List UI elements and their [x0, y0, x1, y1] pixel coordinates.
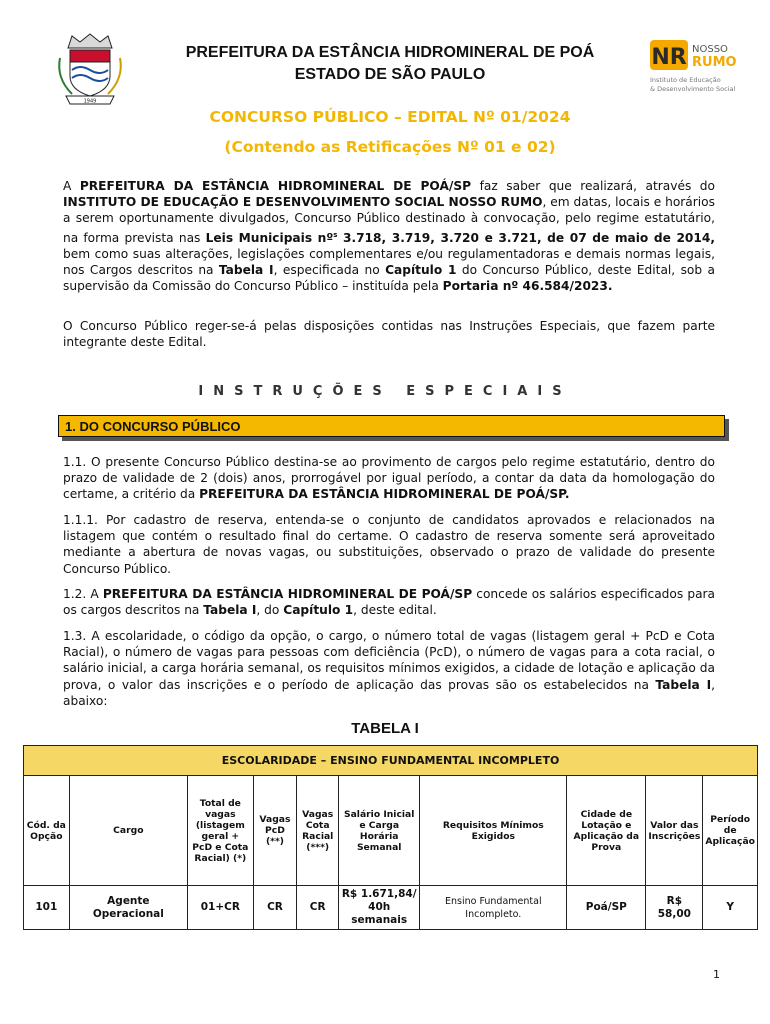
cell-valor: R$ 58,00 [646, 886, 703, 930]
cell-cidade: Poá/SP [567, 886, 646, 930]
cell-requisitos: Ensino Fundamental Incompleto. [420, 886, 567, 930]
paragraph-1-1: 1.1. O presente Concurso Público destina-se ao provimento de cargos pelo regime estatutário, dentro do prazo de validade de 2 (dois) anos, prorrogável por igual período, a contar da data da homologação do certame, a critério da PREFEITURA DA ESTÂNCIA HIDROMINERAL DE POÁ/SP. [63, 455, 715, 502]
escolaridade-band: ESCOLARIDADE – ENSINO FUNDAMENTAL INCOMPLETO [24, 746, 758, 776]
tabela-i [23, 745, 758, 930]
table-row [24, 886, 758, 930]
municipal-crest-icon [50, 28, 130, 108]
col-header-cod: Cód. da Opção [24, 776, 70, 886]
svg-text:& Desenvolvimento Social: & Desenvolvimento Social [650, 85, 736, 93]
paragraph-1-3: 1.3. A escolaridade, o código da opção, o cargo, o número total de vagas (listagem geral + PcD e Cota Racial), o número de vagas para pessoas com deficiência (PcD), o número de vagas para a cota racial, o salário inicial, a carga horária semanal, os requisitos mínimos exigidos, a cidade de lotação e aplicação da prova, o valor das inscrições e o período de aplicação das provas são os estabelecidos na Tabela I, abaixo: [63, 629, 715, 708]
cell-cod: 101 [24, 886, 70, 930]
col-header-vagas-cota: Vagas Cota Racial (***) [297, 776, 339, 886]
col-header-valor: Valor das Inscrições [646, 776, 703, 886]
instrucoes-especiais-heading: INSTRUÇÕES ESPECIAIS [198, 384, 572, 399]
cell-cargo: Agente Operacional [69, 886, 187, 930]
cell-cota: CR [297, 886, 339, 930]
col-header-requisitos: Requisitos Mínimos Exigidos [420, 776, 567, 886]
page-number: 1 [713, 968, 720, 981]
svg-text:NOSSO: NOSSO [692, 44, 728, 55]
cell-pcd: CR [253, 886, 297, 930]
col-header-periodo: Período de Aplicação [703, 776, 758, 886]
intro-paragraph-2: O Concurso Público reger-se-á pelas disposições contidas nas Instruções Especiais, que fazem parte integrante deste Edital. [63, 319, 715, 350]
tabela-i-title: TABELA I [351, 720, 419, 737]
header-estado: ESTADO DE SÃO PAULO [294, 66, 486, 83]
edital-retificacoes: (Contendo as Retificações Nº 01 e 02) [224, 138, 556, 156]
cell-total: 01+CR [188, 886, 254, 930]
col-header-vagas-pcd: Vagas PcD (**) [253, 776, 297, 886]
edital-title: CONCURSO PÚBLICO – EDITAL Nº 01/2024 [209, 108, 571, 126]
col-header-cargo: Cargo [69, 776, 187, 886]
nosso-rumo-logo [648, 36, 748, 96]
cell-salario: R$ 1.671,84/ 40h semanais [339, 886, 420, 930]
svg-text:RUMO: RUMO [692, 55, 737, 70]
col-header-cidade: Cidade de Lotação e Aplicação da Prova [567, 776, 646, 886]
col-header-salario: Salário Inicial e Carga Horária Semanal [339, 776, 420, 886]
paragraph-1-1-1: 1.1.1. Por cadastro de reserva, entenda-se o conjunto de candidatos aprovados e relacionados na listagem que contém o resultado final do certame. O cadastro de reserva somente será aproveitado mediante a abertura de novas vagas, ou substituições, observado o prazo de validade do presente Concurso Público. [63, 513, 715, 576]
section-1-heading: 1. DO CONCURSO PÚBLICO [58, 415, 725, 437]
paragraph-1-2: 1.2. A PREFEITURA DA ESTÂNCIA HIDROMINERAL DE POÁ/SP concede os salários especificados para os cargos descritos na Tabela I, do Capítulo 1, deste edital. [63, 587, 716, 618]
col-header-total-vagas: Total de vagas (listagem geral + PcD e Cota Racial) (*) [188, 776, 254, 886]
cell-periodo: Y [703, 886, 758, 930]
header-prefeitura: PREFEITURA DA ESTÂNCIA HIDROMINERAL DE POÁ [185, 44, 595, 61]
svg-text:NR: NR [651, 45, 687, 70]
svg-text:1949: 1949 [83, 98, 97, 105]
svg-text:Instituto de Educação: Instituto de Educação [650, 76, 721, 84]
intro-paragraph: A PREFEITURA DA ESTÂNCIA HIDROMINERAL DE POÁ/SP faz saber que realizará, através do INSTITUTO DE EDUCAÇÃO E DESENVOLVIMENTO SOCIAL NOSSO RUMO, em datas, locais e horários a serem oportunamente divulgados, Concurso Público destinado à convocação, pelo regime estatutário, na forma prevista nas Leis Municipais nº$^s$ 3.718, 3.719, 3.720 e 3.721, de 07 de maio de 2014, bem como suas alterações, legislações complementares e/ou regulamentadoras e demais normas legais, nos Cargos descritos na Tabela I, especificada no Capítulo 1 do Concurso Público, deste Edital, sob a supervisão da Comissão do Concurso Público – instituída pela Portaria nº 46.584/2023. [63, 179, 716, 294]
